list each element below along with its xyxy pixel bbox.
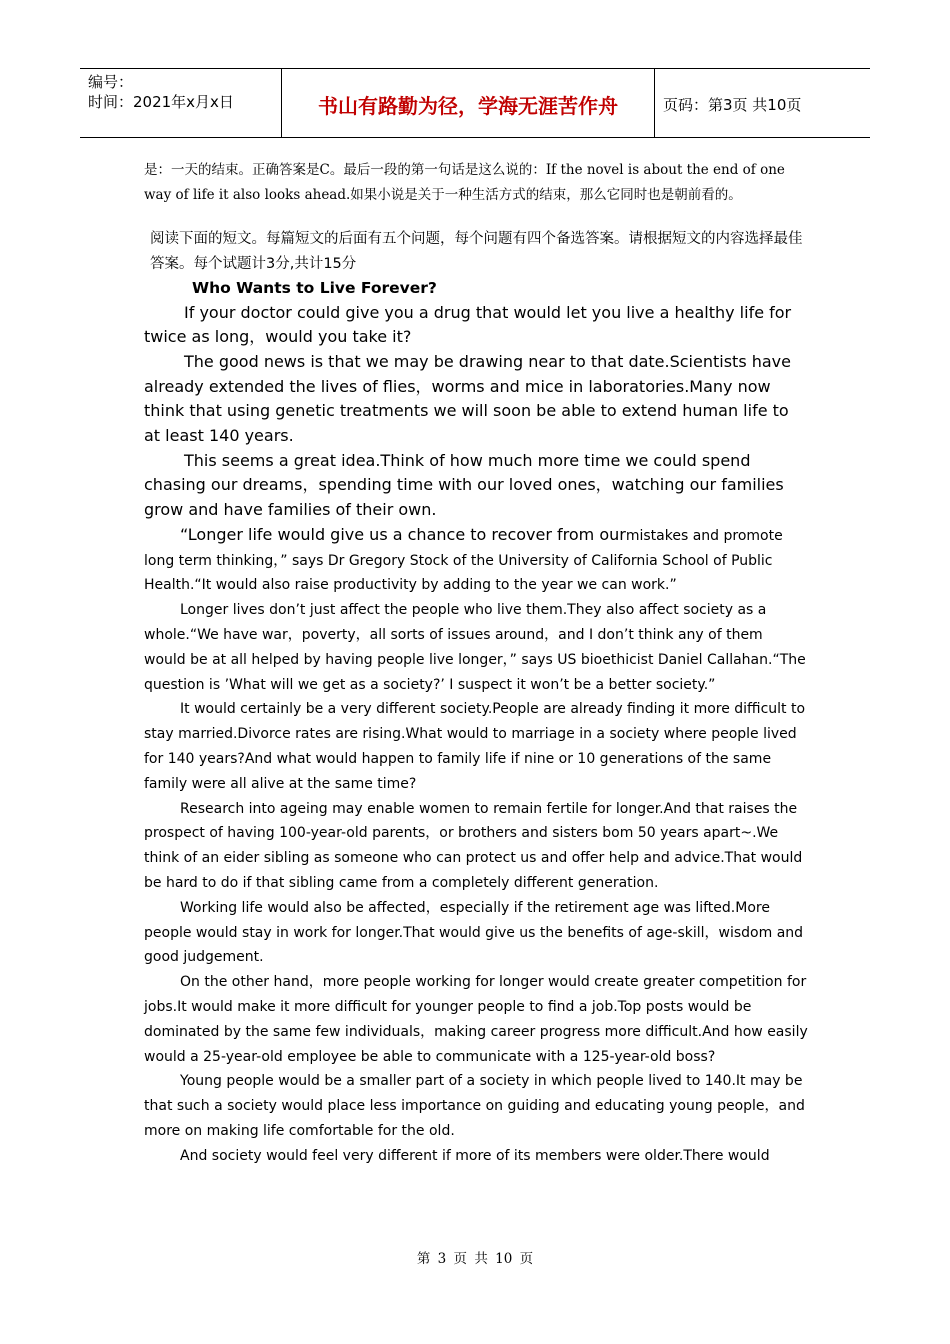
header-motto: 书山有路勤为径，学海无涯苦作舟 [318,94,618,118]
article-paragraph-8: Working life would also be affected，especially if the retirement age was lifted.More people would stay in work for longer.That would give us the benefits of age-skill，wisdom and good judgement. [144,899,804,966]
article-paragraph-3: This seems a great idea.Think of how much more time we could spend chasing our dreams，spending time with our loved ones，watching our families grow and have families of their own. [144,450,784,520]
serial-number-label: 编号： [88,73,134,91]
article-paragraph-6: It would certainly be a very different society.People are already finding it more difficult to stay married.Divorce rates are rising.What would to marriage in a society where people lived for 140 years?And what would happen to family life if nine or 10 generations of the same family were all alive at the same time? [144,701,806,792]
article-paragraph-1: If your doctor could give you a drug that would let you live a healthy life for twice as long，would you take it? [144,302,792,347]
article-paragraph-4 [144,523,808,598]
article-paragraph-5: Longer lives don’t just affect the people who live them.They also affect society as a whole.“We have war，poverty，all sorts of issues around，and I don’t think any of them would be at all helped by having people live longer，” says US bioethicist Daniel Callahan.“The question is ’What will we get as a society?’ I suspect it won’t be a better society.” [144,602,806,693]
header-page-info: 页码：第3页 共10页 [663,96,802,114]
article-paragraph-10: Young people would be a smaller part of a society in which people lived to 140.It may be that such a society would place less importance on guiding and educating young people，and more on making life comfortable for the old. [144,1073,805,1139]
date-line: 时间：2021年x月x日 [88,93,234,111]
article-paragraph-4-rest: mistakes and promote long term thinking，” says Dr Gregory Stock of the University of California School of Public Health.“It would also raise productivity by adding to the year we can work.” [144,527,783,594]
article-paragraph-7: Research into ageing may enable women to remain fertile for longer.And that raises the prospect of having 100-year-old parents，or brothers and sisters bom 50 years apart~.We think of an eider sibling as someone who can protect us and offer help and advice.That would be hard to do if that sibling came from a completely different generation. [144,800,803,891]
header-page-cell [654,69,870,137]
article-title: Who Wants to Live Forever? [192,279,437,297]
header-meta-cell [80,69,280,137]
carryover-paragraph: 是：一天的结束。正确答案是C。最后一段的第一句话是这么说的：If the novel is about the end of one way of life it also looks ahead.如果小说是关于一种生活方式的结束，那么它同时也是朝前看的。 [144,162,785,203]
page-header [80,68,870,138]
article-paragraph-4-lead: “Longer life would give us a chance to recover from our [180,524,626,544]
document-body [144,158,808,1169]
article-paragraph-11: And society would feel very different if more of its members were older.There would [180,1147,770,1164]
header-motto-cell [281,69,655,137]
instructions-paragraph: 阅读下面的短文。每篇短文的后面有五个问题，每个问题有四个备选答案。请根据短文的内容选择最佳答案。每个试题计3分,共计15分 [150,231,803,272]
page-footer: 第 3 页 共 10 页 [416,1251,534,1267]
article-paragraph-2: The good news is that we may be drawing near to that date.Scientists have already extended the lives of flies，worms and mice in laboratories.Many now think that using genetic treatments we will soon be able to extend human life to at least 140 years. [144,351,791,446]
article-paragraph-9: On the other hand，more people working for longer would create greater competition for jobs.It would make it more difficult for younger people to find a job.Top posts would be dominated by the same few individuals，making career progress more difficult.And how easily would a 25-year-old employee be able to communicate with a 125-year-old boss? [144,974,808,1065]
